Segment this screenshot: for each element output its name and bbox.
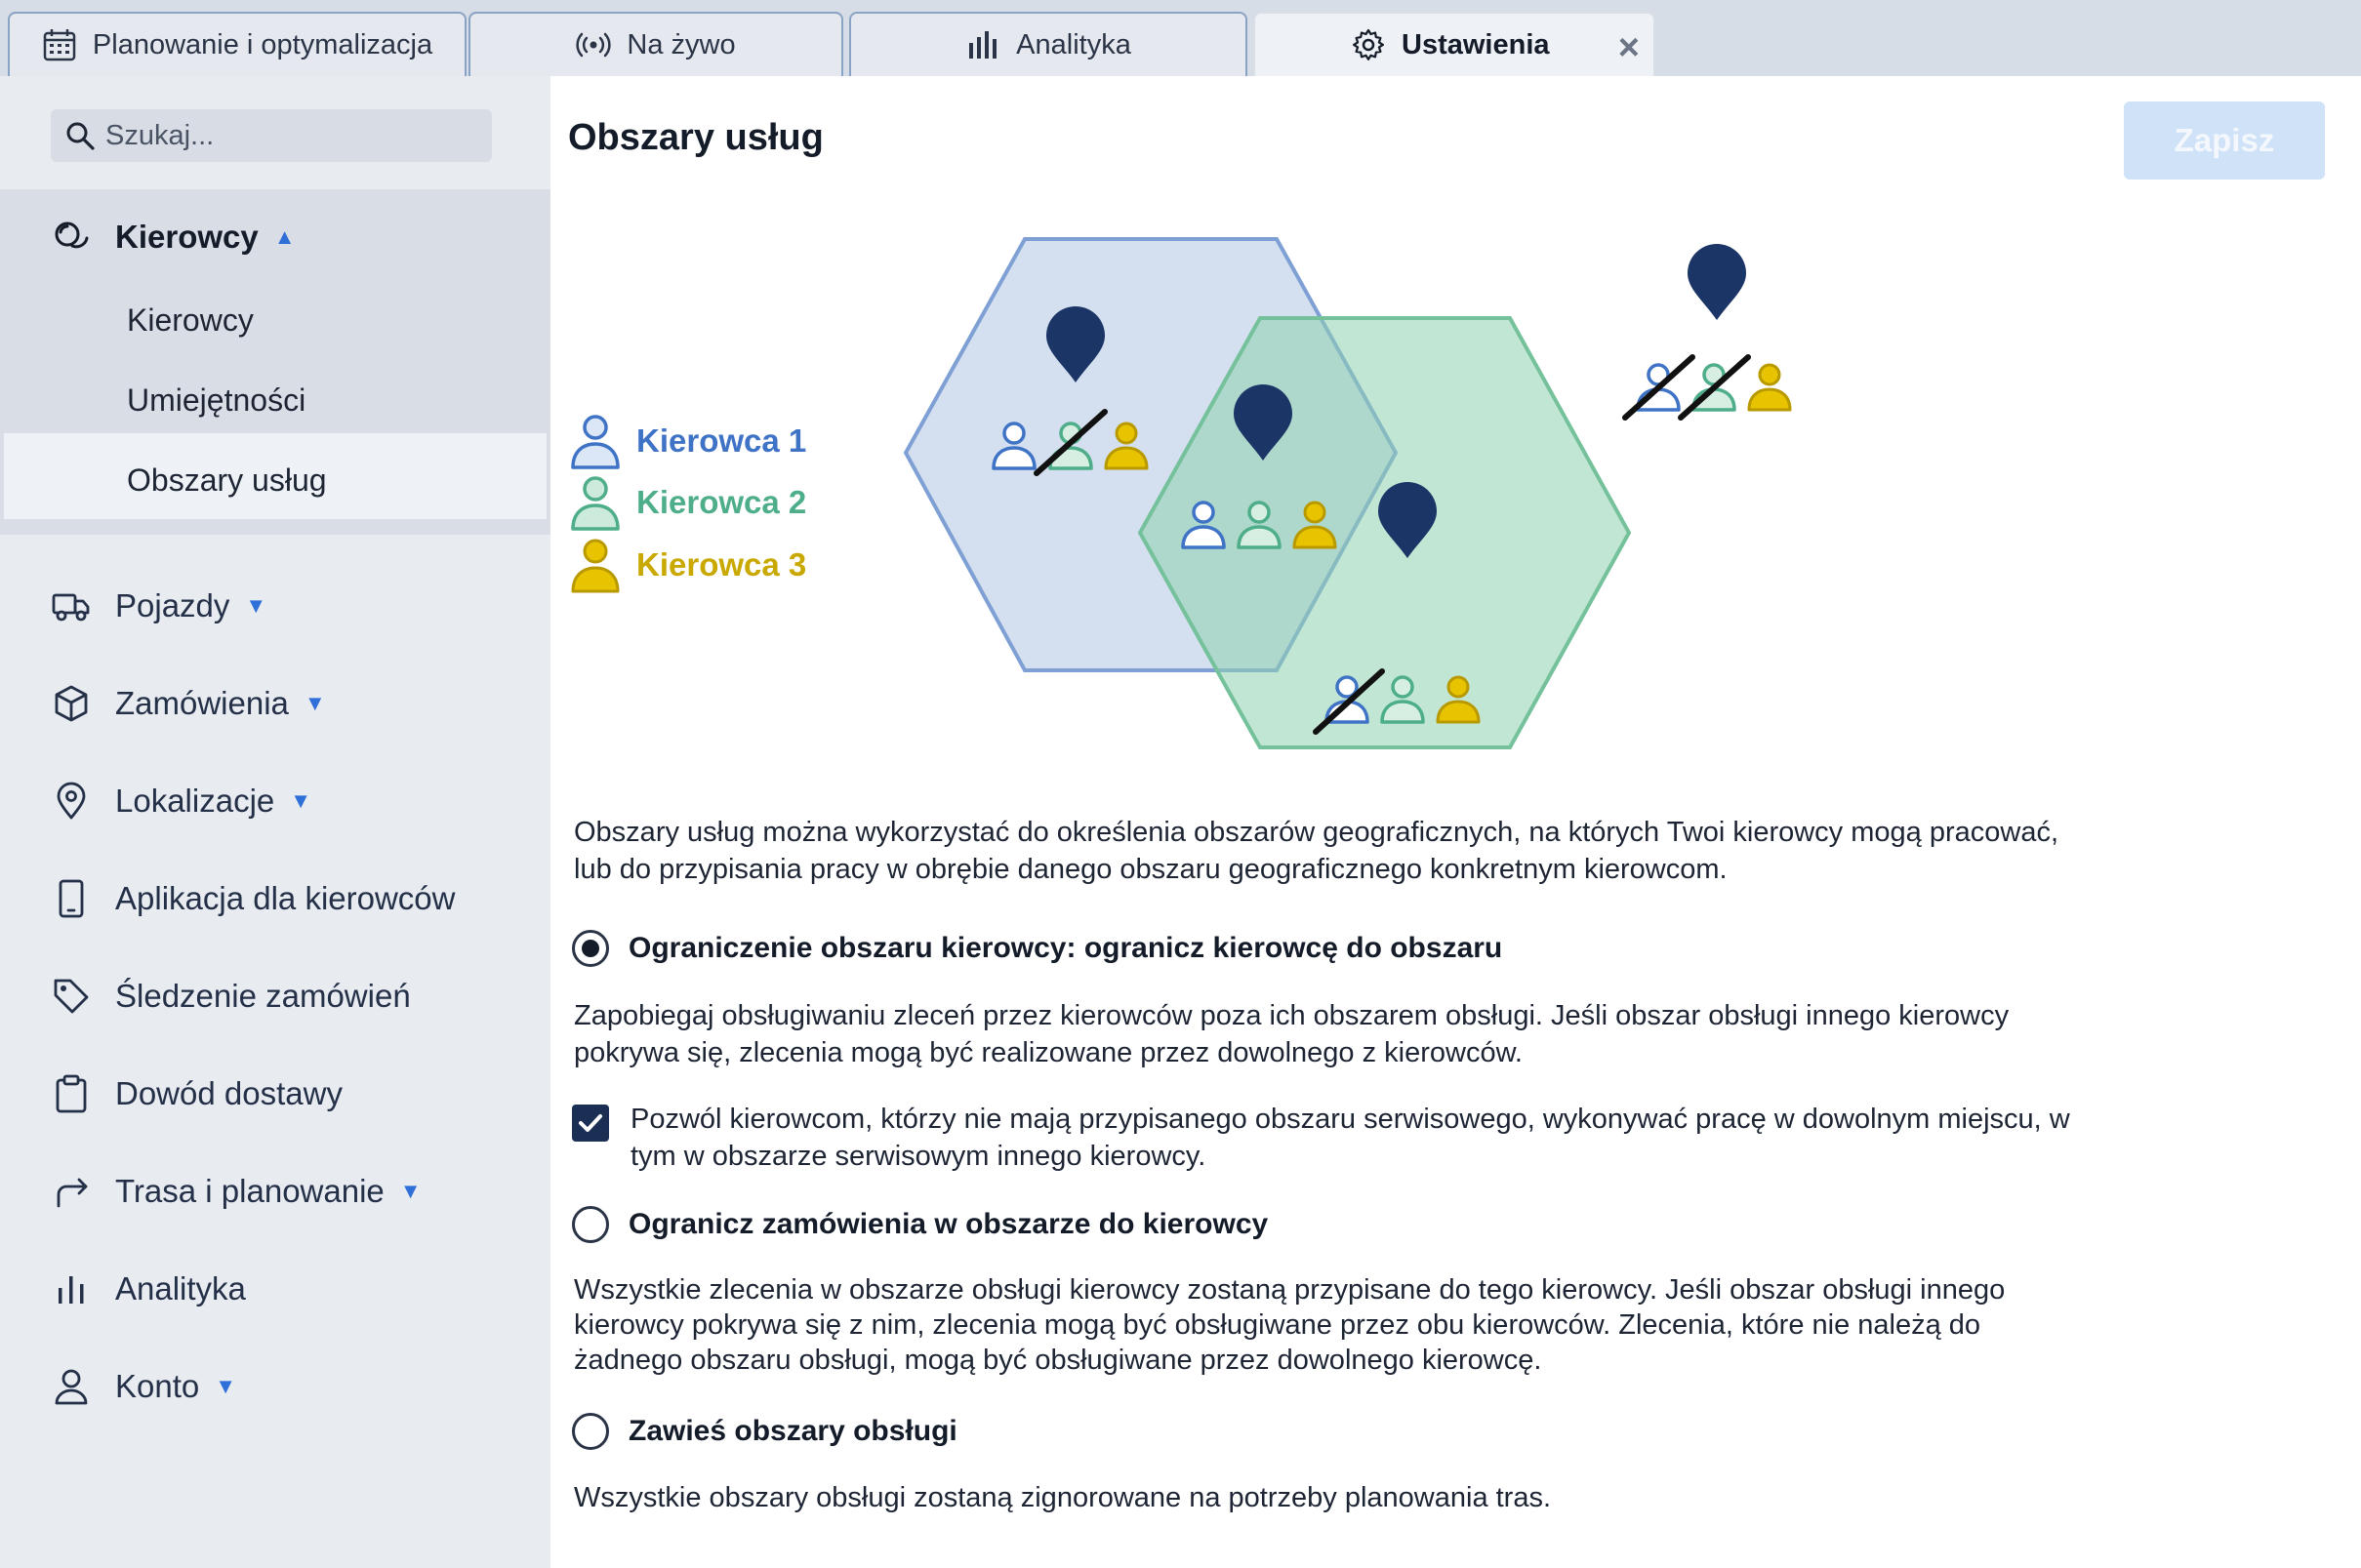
- page-title: Obszary usług: [568, 117, 824, 158]
- sidebar-item-label: Śledzenie zamówień: [115, 978, 411, 1014]
- sidebar-item-vehicles[interactable]: [51, 585, 266, 626]
- checkbox-label: Pozwól kierowcom, którzy nie mają przypisanego obszaru serwisowego, wykonywać pracę w dowolnym miejscu, w tym w obszarze serwisowym innego kierowcy.: [631, 1104, 2070, 1172]
- tab-label: Analityka: [1016, 28, 1131, 60]
- radio-button[interactable]: [572, 1413, 609, 1450]
- option-description: Wszystkie zlecenia w obszarze obsługi kierowcy zostaną przypisane do tego kierowcy. Jeśli obszar obsługi innego kierowcy pokrywa się z nim, zlecenia mogą być obsługiwane przez obu kierowców. Zlecenia, które nie należą do żadnego obszaru obsługi, mogą być obsługiwane przez dowolnego kierowcę.: [574, 1274, 2006, 1376]
- main-panel: [550, 76, 2361, 1568]
- caret-down-icon: ▼: [304, 691, 326, 715]
- tab-planning[interactable]: [8, 12, 467, 76]
- close-icon[interactable]: ×: [1617, 27, 1640, 68]
- sidebar-item-label: Dowód dostawy: [115, 1075, 343, 1111]
- search-input[interactable]: [105, 120, 476, 152]
- tab-analytics[interactable]: [849, 12, 1247, 76]
- option-label: Zawieś obszary obsługi: [629, 1415, 957, 1447]
- tag-icon: [51, 976, 92, 1017]
- search-box[interactable]: [51, 109, 492, 162]
- calendar-icon: [42, 27, 77, 62]
- caret-down-icon: ▼: [215, 1374, 237, 1398]
- driver-3-icon: [1749, 365, 1790, 410]
- caret-up-icon: ▲: [273, 224, 296, 249]
- intro-text: Obszary usług można wykorzystać do określenia obszarów geograficznych, na których Twoi kierowcy mogą pracować, lub do przypisania pracy w obrębie danego obszaru geograficznego konkretnym kierowcom.: [574, 817, 2059, 885]
- checkbox-checked[interactable]: [572, 1105, 609, 1142]
- sidebar-item-label: Pojazdy: [115, 587, 230, 623]
- tab-label: Ustawienia: [1402, 28, 1550, 60]
- bar-chart-icon: [51, 1268, 92, 1309]
- service-area-illustration: [550, 213, 2361, 857]
- option-description: Zapobiegaj obsługiwaniu zleceń przez kierowców poza ich obszarem obsługi. Jeśli obszar obsługi innego kierowcy pokrywa się, zlecenia mogą być realizowane przez dowolnego z kierowców.: [574, 1000, 2010, 1068]
- option-restrict-orders[interactable]: [572, 1206, 1268, 1243]
- drivers-icon: [51, 217, 92, 258]
- legend-label: Kierowca 2: [636, 484, 807, 520]
- tab-settings[interactable]: [1253, 12, 1655, 76]
- user-icon: [51, 1366, 92, 1407]
- sidebar-item-orders[interactable]: [51, 683, 326, 724]
- sidebar-item-label: Lokalizacje: [115, 783, 275, 819]
- sidebar-item-order-tracking[interactable]: [51, 976, 411, 1017]
- sidebar-item-proof-of-delivery[interactable]: [51, 1073, 343, 1114]
- search-icon: [64, 120, 96, 151]
- sidebar-item-label: Konto: [115, 1368, 200, 1404]
- tab-label: Planowanie i optymalizacja: [92, 28, 433, 60]
- checkmark-icon: [576, 1108, 605, 1138]
- sidebar-item-analytics[interactable]: [51, 1268, 246, 1309]
- legend-label: Kierowca 1: [636, 422, 807, 459]
- save-button[interactable]: Zapisz: [2124, 101, 2325, 180]
- caret-down-icon: ▼: [245, 593, 267, 618]
- truck-icon: [51, 585, 92, 626]
- sidebar-item-driver-app[interactable]: [51, 878, 455, 919]
- radio-button[interactable]: [572, 930, 609, 967]
- sidebar-subitem-service-areas[interactable]: Obszary usług: [127, 462, 327, 498]
- sidebar-item-locations[interactable]: [51, 781, 311, 822]
- caret-down-icon: ▼: [290, 788, 312, 813]
- sidebar-item-label: Trasa i planowanie: [115, 1173, 385, 1209]
- sidebar-item-label: Aplikacja dla kierowców: [115, 880, 456, 916]
- option-label: Ogranicz zamówienia w obszarze do kierowcy: [629, 1208, 1269, 1240]
- caret-down-icon: ▼: [399, 1179, 422, 1203]
- option-suspend-areas[interactable]: [572, 1413, 957, 1450]
- tab-bar: [0, 0, 2361, 76]
- legend-label: Kierowca 3: [636, 546, 807, 583]
- sidebar-item-account[interactable]: [51, 1366, 236, 1407]
- location-pin-icon: [51, 781, 92, 822]
- sidebar-item-route-planning[interactable]: [51, 1171, 422, 1212]
- option-description: Wszystkie obszary obsługi zostaną zignorowane na potrzeby planowania tras.: [574, 1482, 1552, 1513]
- allow-unassigned-checkbox-row[interactable]: [572, 1101, 2095, 1175]
- radio-button[interactable]: [572, 1206, 609, 1243]
- tab-label: Na żywo: [627, 28, 736, 60]
- sidebar-item-label: Kierowcy: [115, 219, 259, 255]
- phone-icon: [51, 878, 92, 919]
- option-label: Ograniczenie obszaru kierowcy: ogranicz kierowcę do obszaru: [629, 932, 1503, 964]
- sidebar-item-drivers[interactable]: [51, 217, 296, 258]
- gear-icon: [1351, 27, 1386, 62]
- sidebar-item-label: Zamówienia: [115, 685, 289, 721]
- broadcast-icon: [576, 27, 611, 62]
- option-restrict-driver[interactable]: [572, 930, 1502, 967]
- package-icon: [51, 683, 92, 724]
- sidebar-subitem-drivers[interactable]: Kierowcy: [127, 302, 254, 338]
- sidebar-subitem-skills[interactable]: Umiejętności: [127, 382, 306, 418]
- tab-live[interactable]: [468, 12, 843, 76]
- order-pin-icon: [1688, 244, 1746, 320]
- route-arrow-icon: [51, 1171, 92, 1212]
- bar-chart-icon: [965, 27, 1000, 62]
- sidebar-item-label: Analityka: [115, 1270, 246, 1307]
- sidebar: [0, 76, 550, 1568]
- clipboard-icon: [51, 1073, 92, 1114]
